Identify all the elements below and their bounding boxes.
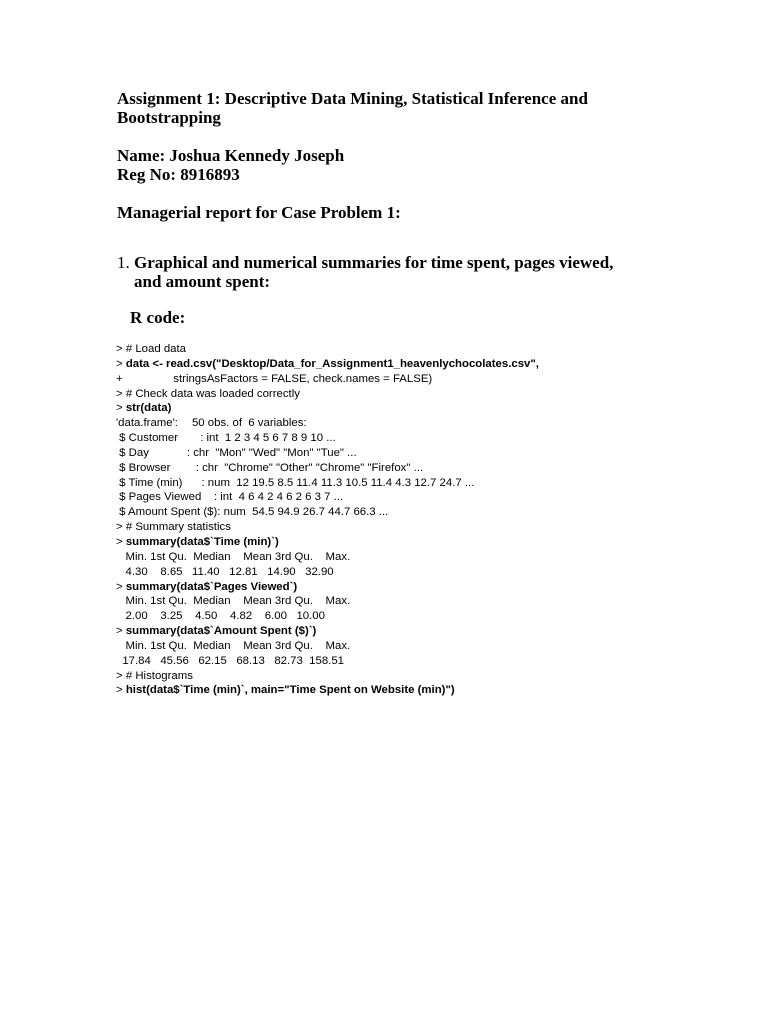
code-line	[116, 520, 539, 535]
code-line	[116, 639, 539, 654]
code-line	[116, 565, 539, 580]
code-line	[116, 461, 539, 476]
prompt-symbol: >	[116, 387, 126, 400]
code-line	[116, 416, 539, 431]
code-text: 4.30 8.65 11.40 12.81 14.90 32.90	[116, 565, 337, 578]
code-line	[116, 476, 539, 491]
code-line	[116, 580, 539, 595]
r-console-output	[116, 342, 539, 698]
prompt-symbol: >	[116, 625, 126, 638]
report-heading: Managerial report for Case Problem 1:	[117, 203, 401, 222]
code-line	[116, 535, 539, 550]
prompt-symbol: >	[116, 535, 126, 548]
code-text: $ Pages Viewed : int 4 6 4 2 4 6 2 6 3 7 ...	[116, 491, 344, 504]
code-line	[116, 387, 539, 402]
code-line	[116, 683, 539, 698]
code-text: # Load data	[125, 343, 187, 355]
code-line	[116, 550, 539, 565]
code-line	[116, 505, 539, 520]
code-text: # Check data was loaded correctly	[125, 387, 300, 400]
code-line	[116, 357, 539, 372]
code-line	[116, 669, 539, 684]
code-text: Min. 1st Qu. Median Mean 3rd Qu. Max.	[116, 595, 354, 608]
code-line	[116, 372, 539, 387]
code-text: 'data.frame': 50 obs. of 6 variables:	[116, 417, 307, 430]
code-text: 2.00 3.25 4.50 4.82 6.00 10.00	[116, 610, 329, 623]
code-line	[116, 446, 539, 461]
prompt-symbol: >	[116, 343, 126, 355]
code-text: Min. 1st Qu. Median Mean 3rd Qu. Max.	[116, 550, 354, 563]
code-text: + stringsAsFactors = FALSE, check.names = FALSE)	[116, 372, 433, 385]
code-text: summary(data$`Amount Spent ($)`)	[125, 625, 317, 638]
prompt-symbol: >	[116, 669, 126, 682]
code-line	[116, 624, 539, 639]
prompt-symbol: >	[116, 357, 126, 370]
prompt-symbol: >	[116, 521, 126, 534]
code-line	[116, 594, 539, 609]
code-text: hist(data$`Time (min)`, main="Time Spent on Website (min)")	[125, 684, 455, 697]
code-text: summary(data$`Time (min)`)	[125, 535, 279, 548]
list-item-text: Graphical and numerical summaries for time spent, pages viewed, and amount spent:	[134, 253, 614, 291]
code-text: data <- read.csv("Desktop/Data_for_Assignment1_heavenlychocolates.csv",	[125, 357, 539, 370]
code-line	[116, 654, 539, 669]
code-text: 17.84 45.56 62.15 68.13 82.73 158.51	[116, 654, 348, 667]
list-item-number: 1.	[117, 253, 130, 272]
code-text: summary(data$`Pages Viewed`)	[125, 580, 298, 593]
code-text: Min. 1st Qu. Median Mean 3rd Qu. Max.	[116, 639, 354, 652]
author-name: Name: Joshua Kennedy Joseph	[117, 146, 345, 165]
code-line	[116, 609, 539, 624]
code-text: $ Day : chr "Mon" "Wed" "Mon" "Tue" ...	[116, 446, 357, 459]
code-line	[116, 342, 539, 357]
code-text: $ Customer : int 1 2 3 4 5 6 7 8 9 10 ...	[116, 432, 336, 445]
code-line	[116, 401, 539, 416]
code-text: str(data)	[125, 402, 172, 415]
prompt-symbol: >	[116, 580, 126, 593]
registration-number: Reg No: 8916893	[117, 165, 240, 184]
code-text: $ Amount Spent ($): num 54.5 94.9 26.7 44.7 66.3 ...	[116, 506, 389, 519]
prompt-symbol: >	[116, 402, 126, 415]
r-code-heading: R code:	[130, 308, 186, 327]
document-title: Assignment 1: Descriptive Data Mining, Statistical Inference and Bootstrapping	[117, 89, 588, 127]
code-line	[116, 490, 539, 505]
code-text: # Summary statistics	[125, 521, 231, 534]
prompt-symbol: >	[116, 684, 126, 697]
code-text: $ Time (min) : num 12 19.5 8.5 11.4 11.3 10.5 11.4 4.3 12.7 24.7 ...	[116, 476, 475, 489]
code-text: $ Browser : chr "Chrome" "Other" "Chrome" "Firefox" ...	[116, 461, 424, 474]
code-text: # Histograms	[125, 669, 193, 682]
code-line	[116, 431, 539, 446]
